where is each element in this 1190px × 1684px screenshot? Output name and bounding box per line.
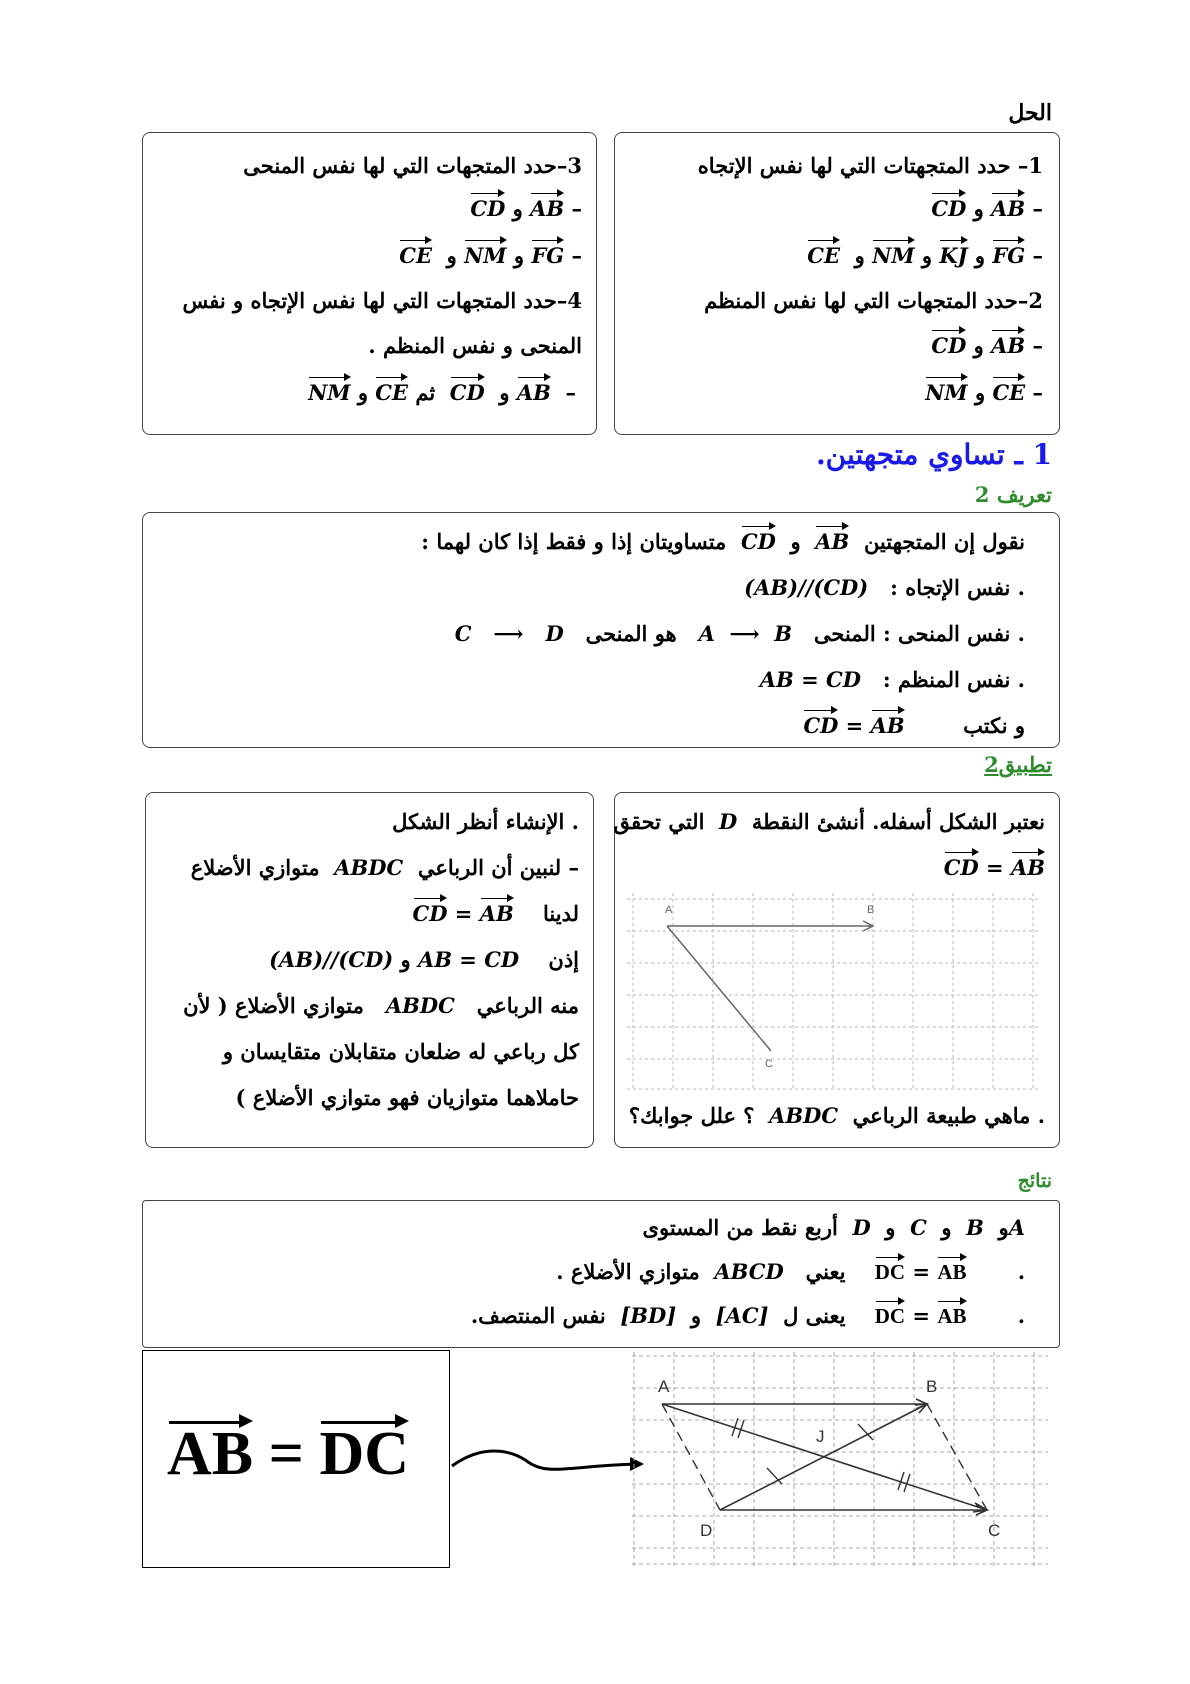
application-question-box <box>614 792 1060 1148</box>
application-label: تطبيق2 <box>984 752 1052 777</box>
label-c: C <box>988 1521 1001 1540</box>
parallelogram-figure <box>632 1352 1052 1568</box>
app-answer-line-7: حاملاهما متوازيان فهو متوازي الأضلاع ) <box>235 1085 579 1110</box>
application-answer-box <box>145 792 594 1148</box>
label-j: J <box>816 1427 825 1446</box>
def-line-3: . نفس المنحى : المنحى A ⟶ B هو المنحى C ⟶ D <box>454 621 1025 646</box>
def-line-1: نقول إن المتجهتين AB و CD متساويتان إذا و فقط إذا كان لهما : <box>421 529 1025 554</box>
answers-box-3-4 <box>142 132 597 435</box>
q3-answer: – AB و CD <box>470 196 582 221</box>
grid-figure <box>627 893 1047 1093</box>
q4-line-2: المنحى و نفس المنظم . <box>368 333 582 358</box>
app-question-line-1: نعتبر الشكل أسفله. أنشئ النقطة D التي تحقق <box>613 809 1045 834</box>
vector-ab: AB <box>991 196 1026 221</box>
q1-number: 1 <box>1028 153 1043 178</box>
q4-line: 4–حدد المتجهات التي لها نفس الإتجاه و نفس <box>182 288 582 313</box>
grid-lines <box>627 893 1039 1091</box>
def-line-4: . نفس المنظم : AB = CD <box>759 667 1025 692</box>
vector-kj: KJ <box>939 243 968 268</box>
app-answer-line-2: – لنبين أن الرباعي ABDC متوازي الأضلاع <box>190 855 579 880</box>
results-label: نتائج <box>1017 1170 1052 1192</box>
label-a: A <box>658 1377 670 1396</box>
vector-nm: NM <box>872 243 915 268</box>
q3-answer-2: – FG و NM و CE <box>399 243 582 268</box>
point-c-label: C <box>765 1058 773 1070</box>
app-question-line-3: . ماهي طبيعة الرباعي ABDC ؟ علل جوابك؟ <box>628 1103 1045 1128</box>
big-vector-dc: DC <box>319 1420 410 1488</box>
label-d: D <box>700 1521 713 1540</box>
q1-text: – حدد المتجهتات التي لها نفس الإتجاه <box>697 153 1029 178</box>
def-line-2: . نفس الإتجاه : (AB)//(CD) <box>744 575 1025 600</box>
point-b-label: B <box>867 904 875 916</box>
vector-ce: CE <box>807 243 841 268</box>
q1-line <box>615 153 1043 178</box>
q2-answer: – AB و CD <box>931 333 1043 358</box>
q1-answer-2: – FG و KJ و NM و CE <box>807 243 1043 268</box>
app-answer-line-6: كل رباعي له ضلعان متقابلان متقايسان و <box>222 1039 579 1064</box>
def-line-5: و نكتب AB = CD <box>803 713 1025 738</box>
vector-fg: FG <box>992 243 1026 268</box>
figure-grid <box>632 1352 1048 1566</box>
segment-ac <box>667 926 771 1051</box>
definition-box <box>142 512 1060 748</box>
results-line-3: . AB = DC يعنى ل [AC] و [BD] نفس المنتصف. <box>470 1303 1025 1328</box>
solution-title: الحل <box>1008 100 1052 126</box>
q1-answer: – AB و CD <box>931 196 1043 221</box>
equation-box <box>142 1350 450 1568</box>
point-a-label: A <box>665 904 673 916</box>
answers-box-1-2 <box>614 132 1060 435</box>
results-line-1: Aو B و C و D أربع نقط من المستوى <box>642 1215 1025 1240</box>
vector-cd: CD <box>931 196 967 221</box>
app-answer-line-1: . الإنشاء أنظر الشكل <box>392 809 579 834</box>
definition-label: تعريف 2 <box>974 482 1052 507</box>
app-answer-line-5: منه الرباعي ABDC متوازي الأضلاع ( لأن <box>183 993 579 1018</box>
q2-line: 2–حدد المتجهات التي لها نفس المنظم <box>704 288 1043 313</box>
q4-answer: – AB و CD ثم CE و NM <box>308 380 576 405</box>
big-vector-ab: AB <box>167 1420 254 1488</box>
q2-answer-2: – CE و NM <box>925 380 1043 405</box>
app-question-line-2: AB = CD <box>943 855 1045 880</box>
q3-line: 3–حدد المتجهات التي لها نفس المنحى <box>243 153 582 178</box>
results-line-2: . AB = DC يعني ABCD متوازي الأضلاع . <box>556 1259 1025 1284</box>
label-b: B <box>926 1377 938 1396</box>
section-heading: 1 ـ تساوي متجهتين. <box>815 438 1052 471</box>
results-box <box>142 1200 1060 1348</box>
curved-arrow-icon <box>448 1410 648 1510</box>
big-equation: AB = DC <box>167 1420 410 1488</box>
app-answer-line-4: إذن AB = CD و (AB)//(CD) <box>269 947 579 972</box>
app-answer-line-3: لدينا AB = CD <box>412 901 579 926</box>
